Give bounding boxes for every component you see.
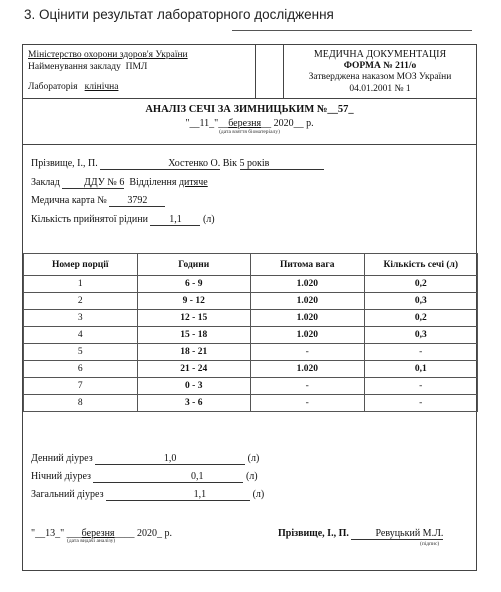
patient-institution-value: ДДУ № 6 xyxy=(62,177,124,189)
doc-type: МЕДИЧНА ДОКУМЕНТАЦІЯ xyxy=(313,49,447,60)
lab-value: клінічна xyxy=(84,82,119,92)
ministry-name: Міністерство охорони здоров'я України xyxy=(28,50,188,60)
night-diuresis-unit: (л) xyxy=(245,471,258,482)
table-row xyxy=(24,327,478,344)
patient-age-value: 5 років xyxy=(240,158,324,170)
total-diuresis-row xyxy=(31,486,264,504)
table-row xyxy=(24,310,478,327)
results-table xyxy=(23,253,478,412)
approved-line-2: 04.01.2001 № 1 xyxy=(349,83,411,94)
card-value: 3792 xyxy=(109,195,165,207)
issue-date xyxy=(31,528,172,544)
night-diuresis-row xyxy=(31,468,264,486)
issue-date-suffix: ____ 2020_ р. xyxy=(114,528,173,539)
sample-date xyxy=(23,118,476,129)
cell-hours: 21 - 24 xyxy=(137,361,251,378)
cell-gravity: 1.020 xyxy=(251,310,365,327)
signature-caption: (підпис) xyxy=(420,541,440,547)
lab-form xyxy=(22,44,477,571)
patient-institution-label: Заклад xyxy=(31,176,60,188)
answer-line xyxy=(232,30,472,31)
sample-date-suffix: __ 2020__ р. xyxy=(261,118,314,129)
cell-portion: 1 xyxy=(24,276,138,293)
patient-name-label: Прізвище, І., П. xyxy=(31,158,98,169)
cell-gravity: - xyxy=(251,344,365,361)
cell-volume: 0,2 xyxy=(364,310,478,327)
cell-gravity: 1.020 xyxy=(251,361,365,378)
cell-volume: - xyxy=(364,378,478,395)
issue-date-caption: (дата видачі аналізу) xyxy=(67,538,116,544)
cell-portion: 5 xyxy=(24,344,138,361)
card-label: Медична карта № xyxy=(31,195,107,206)
col-gravity: Питома вага xyxy=(251,254,365,276)
lab-row xyxy=(28,81,250,93)
sample-date-prefix: "__11_"__ xyxy=(185,118,229,129)
liquid-unit: (л) xyxy=(202,213,215,225)
signature-value: Ревуцький М.Л. xyxy=(351,528,443,540)
issue-date-prefix: "__13_" ___ xyxy=(31,528,82,539)
liquid-row xyxy=(31,211,324,230)
cell-volume: 0,3 xyxy=(364,293,478,310)
patient-age-label: Вік xyxy=(222,158,238,169)
header-spacer xyxy=(256,45,284,98)
night-diuresis-label: Нічний діурез xyxy=(31,471,91,482)
diuresis-section xyxy=(31,450,264,504)
institution-row xyxy=(28,61,250,73)
institution-value: ПМЛ xyxy=(125,62,148,72)
cell-hours: 18 - 21 xyxy=(137,344,251,361)
form-number: ФОРМА № 211/о xyxy=(343,60,417,71)
cell-hours: 3 - 6 xyxy=(137,395,251,412)
cell-gravity: - xyxy=(251,378,365,395)
cell-gravity: 1.020 xyxy=(251,327,365,344)
cell-hours: 0 - 3 xyxy=(137,378,251,395)
department-label: Відділення xyxy=(129,176,177,188)
table-row xyxy=(24,378,478,395)
cell-hours: 6 - 9 xyxy=(137,276,251,293)
analysis-title-box xyxy=(23,99,476,145)
form-header xyxy=(23,45,476,99)
table-row xyxy=(24,395,478,412)
total-diuresis-unit: (л) xyxy=(252,489,265,500)
patient-name-row xyxy=(31,155,324,174)
total-diuresis-label: Загальний діурез xyxy=(31,489,104,500)
cell-volume: 0,2 xyxy=(364,276,478,293)
cell-gravity: - xyxy=(251,395,365,412)
department-value: дитяче xyxy=(178,176,208,188)
night-diuresis-value: 0,1 xyxy=(93,471,243,483)
institution-label: Найменування закладу xyxy=(28,62,121,72)
medical-card-row xyxy=(31,192,324,211)
table-header-row xyxy=(24,254,478,276)
header-right xyxy=(284,45,476,98)
patient-info xyxy=(31,155,324,229)
day-diuresis-value: 1,0 xyxy=(95,453,245,465)
cell-hours: 15 - 18 xyxy=(137,327,251,344)
cell-portion: 2 xyxy=(24,293,138,310)
table-row xyxy=(24,344,478,361)
analysis-title: АНАЛІЗ СЕЧІ ЗА ЗИМНИЦЬКИМ №__57_ xyxy=(145,104,354,115)
day-diuresis-row xyxy=(31,450,264,468)
cell-portion: 8 xyxy=(24,395,138,412)
patient-name-value: Хостенко О. xyxy=(100,158,220,170)
cell-hours: 12 - 15 xyxy=(137,310,251,327)
institution-info-row xyxy=(31,174,324,193)
table-row xyxy=(24,361,478,378)
cell-portion: 6 xyxy=(24,361,138,378)
cell-portion: 3 xyxy=(24,310,138,327)
cell-gravity: 1.020 xyxy=(251,276,365,293)
signature-block xyxy=(278,528,444,547)
cell-volume: 0,1 xyxy=(364,361,478,378)
lab-label: Лабораторія xyxy=(28,82,78,92)
cell-volume: 0,3 xyxy=(364,327,478,344)
signature-label: Прізвище, І., П. xyxy=(278,528,349,539)
liquid-value: 1,1 xyxy=(150,214,200,226)
col-hours: Години xyxy=(137,254,251,276)
col-portion: Номер порції xyxy=(24,254,138,276)
approved-line-1: Затверджена наказом МОЗ України xyxy=(308,72,452,82)
table-row xyxy=(24,276,478,293)
table-row xyxy=(24,293,478,310)
sample-date-month: березня xyxy=(228,118,262,129)
sample-date-caption: (дата взяття біоматеріалу) xyxy=(219,129,280,135)
cell-volume: - xyxy=(364,344,478,361)
total-diuresis-value: 1,1 xyxy=(106,489,250,501)
cell-portion: 4 xyxy=(24,327,138,344)
day-diuresis-unit: (л) xyxy=(247,453,260,464)
cell-portion: 7 xyxy=(24,378,138,395)
day-diuresis-label: Денний діурез xyxy=(31,453,93,464)
cell-hours: 9 - 12 xyxy=(137,293,251,310)
header-left xyxy=(23,45,256,98)
task-heading: 3. Оцінити результат лабораторного дослідження xyxy=(24,7,334,22)
liquid-label: Кількість прийнятої рідини xyxy=(31,213,148,225)
cell-gravity: 1.020 xyxy=(251,293,365,310)
issue-date-month: березня xyxy=(81,528,115,539)
cell-volume: - xyxy=(364,395,478,412)
col-volume: Кількість сечі (л) xyxy=(364,254,478,276)
